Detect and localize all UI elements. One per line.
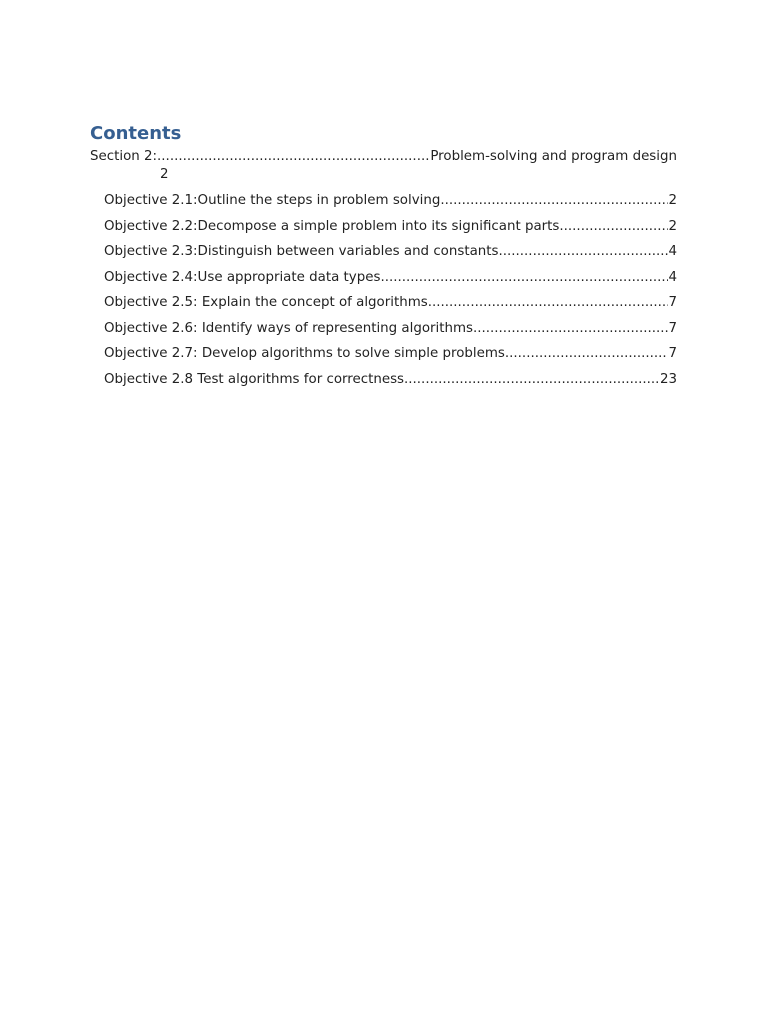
objective-label: Objective 2.3:Distinguish between variables and constants <box>104 244 499 259</box>
toc-entry-objective-2-8[interactable] <box>104 371 677 397</box>
section-label: Section 2: <box>90 149 158 164</box>
objective-page-number: 7 <box>668 295 677 310</box>
objective-page-number: 4 <box>668 269 677 285</box>
dot-leader <box>404 371 660 389</box>
toc-entry-objective-2-7[interactable] <box>104 345 677 371</box>
objective-page-number: 4 <box>668 244 677 259</box>
objective-page-number: 7 <box>668 346 677 361</box>
toc-entry-objective-2-3[interactable] <box>104 243 677 269</box>
toc-heading: Contents <box>90 123 182 144</box>
section-line <box>90 148 677 166</box>
table-of-contents <box>90 122 677 396</box>
dot-leader <box>505 345 669 363</box>
toc-entry-section-2[interactable] <box>90 148 677 184</box>
objective-label: Objective 2.2:Decompose a simple problem into its significant parts <box>104 218 560 234</box>
objective-label: Objective 2.8 Test algorithms for correctness <box>104 371 405 387</box>
toc-entry-objective-2-2[interactable] <box>104 218 677 244</box>
objective-page-number: 7 <box>668 320 677 336</box>
objective-page-number: 23 <box>659 371 677 387</box>
objective-label: Objective 2.7: Develop algorithms to solve simple problems <box>104 346 505 361</box>
objective-page-number: 2 <box>668 218 677 234</box>
dot-leader <box>559 218 668 236</box>
dot-leader <box>473 320 668 338</box>
toc-entry-objective-2-5[interactable] <box>104 294 677 320</box>
objective-page-number: 2 <box>668 193 677 208</box>
objective-list <box>90 192 677 396</box>
dot-leader <box>380 269 668 287</box>
dot-leader <box>440 192 668 210</box>
dot-leader <box>157 148 430 166</box>
objective-label: Objective 2.1:Outline the steps in problem solving <box>104 193 441 208</box>
dot-leader <box>428 294 669 312</box>
dot-leader <box>499 243 669 261</box>
toc-entry-objective-2-1[interactable] <box>104 192 677 218</box>
section-title: Problem-solving and program design <box>430 149 677 164</box>
objective-label: Objective 2.5: Explain the concept of algorithms <box>104 295 428 310</box>
toc-entry-objective-2-4[interactable] <box>104 269 677 295</box>
toc-entry-objective-2-6[interactable] <box>104 320 677 346</box>
objective-label: Objective 2.4:Use appropriate data types <box>104 269 381 285</box>
objective-label: Objective 2.6: Identify ways of representing algorithms <box>104 320 474 336</box>
section-page-number: 2 <box>160 167 169 182</box>
